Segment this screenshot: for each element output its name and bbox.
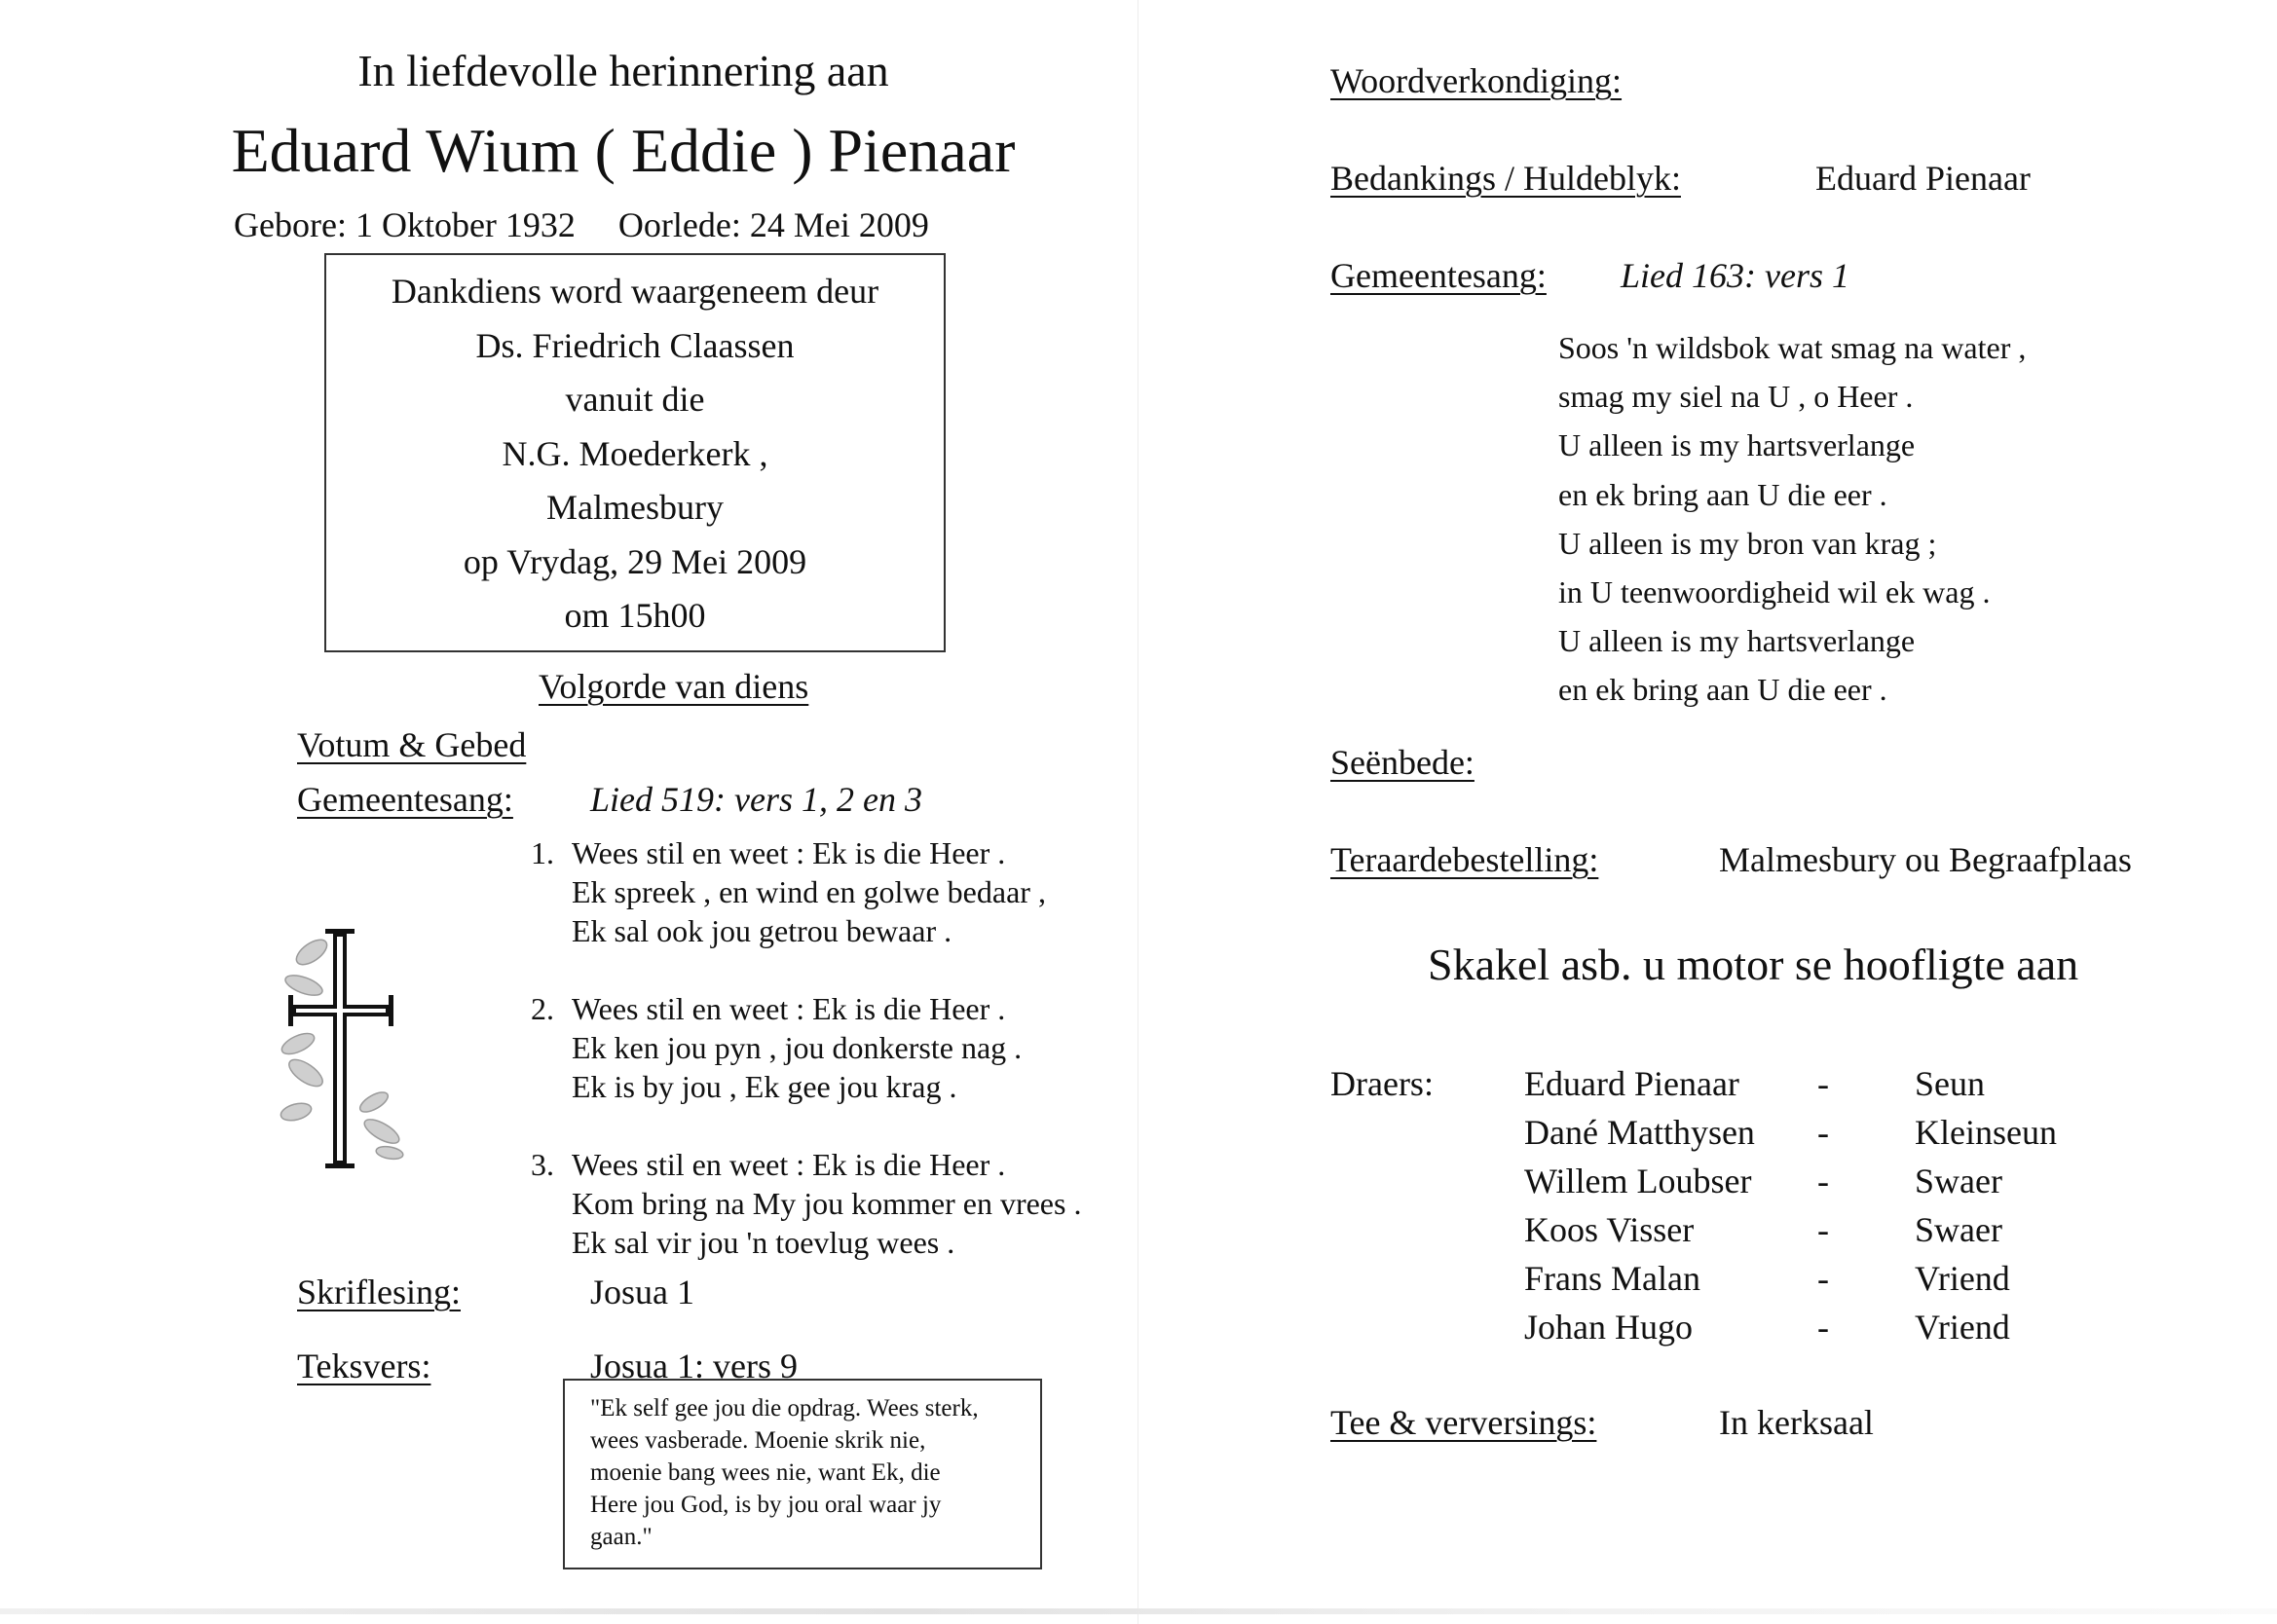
bearer-separator: - bbox=[1817, 1162, 1829, 1200]
bearer-separator: - bbox=[1817, 1064, 1829, 1103]
bearer-separator: - bbox=[1817, 1259, 1829, 1298]
text-verse-value: Josua 1: vers 9 bbox=[590, 1347, 798, 1385]
hymn-lines-right bbox=[1558, 323, 2026, 715]
service-info-line: om 15h00 bbox=[564, 596, 706, 635]
died-label: Oorlede: bbox=[617, 205, 741, 244]
quote-line: "Ek self gee jou die opdrag. Wees sterk, bbox=[590, 1395, 979, 1421]
quote-line: gaan." bbox=[590, 1524, 653, 1550]
bearer-relation: Vriend bbox=[1915, 1308, 2010, 1347]
service-info-line: N.G. Moederkerk , bbox=[502, 433, 768, 473]
service-info-lines bbox=[326, 265, 944, 644]
service-info-line: Ds. Friedrich Claassen bbox=[475, 325, 795, 365]
hymn-verse bbox=[531, 833, 1046, 950]
bearer-separator: - bbox=[1817, 1308, 1829, 1347]
hymn-ref-left: Lied 519: vers 1, 2 en 3 bbox=[590, 780, 922, 819]
hymn-verse bbox=[531, 989, 1022, 1106]
bearer-relation: Seun bbox=[1915, 1064, 1985, 1103]
hymn-line: in U teenwoordigheid wil ek wag . bbox=[1558, 574, 1991, 610]
verse-text bbox=[572, 1145, 1081, 1262]
verse-line: Ek ken jou pyn , jou donkerste nag . bbox=[572, 1030, 1023, 1065]
reading-label: Skriflesing: bbox=[297, 1273, 461, 1311]
burial-value: Malmesbury ou Begraafplaas bbox=[1719, 840, 2132, 879]
blessing-label: Seënbede: bbox=[1330, 743, 1474, 782]
quote-line: moenie bang wees nie, want Ek, die bbox=[590, 1459, 941, 1486]
verse-line: Kom bring na My jou kommer en vrees . bbox=[572, 1186, 1082, 1221]
thanks-value: Eduard Pienaar bbox=[1815, 159, 2031, 198]
quote-line: Here jou God, is by jou oral waar jy bbox=[590, 1492, 942, 1518]
scripture-quote-box bbox=[563, 1379, 1042, 1569]
bearer-separator: - bbox=[1817, 1113, 1829, 1152]
hymn-line: U alleen is my bron van krag ; bbox=[1558, 525, 1937, 561]
verse-line: Ek sal vir jou 'n toevlug wees . bbox=[572, 1225, 955, 1260]
reading-value: Josua 1 bbox=[590, 1273, 694, 1311]
died-date: 24 Mei 2009 bbox=[749, 205, 929, 244]
hymn-line: en ek bring aan U die eer . bbox=[1558, 476, 1887, 512]
verse-line: Ek is by jou , Ek gee jou krag . bbox=[572, 1069, 957, 1104]
bearer-name: Dané Matthysen bbox=[1524, 1113, 1755, 1152]
hymn-verse bbox=[531, 1145, 1081, 1262]
verse-line: Wees stil en weet : Ek is die Heer . bbox=[572, 835, 1006, 870]
service-info-line: vanuit die bbox=[565, 380, 705, 419]
verse-number: 2. bbox=[531, 991, 554, 1026]
tea-value: In kerksaal bbox=[1719, 1403, 1874, 1442]
bearer-name: Eduard Pienaar bbox=[1524, 1064, 1739, 1103]
hymn-line: Soos 'n wildsbok wat smag na water , bbox=[1558, 330, 2027, 365]
sermon-label: Woordverkondiging: bbox=[1330, 61, 1623, 100]
born-label: Gebore: bbox=[234, 205, 347, 244]
scripture-quote-lines bbox=[590, 1392, 979, 1553]
verse-line: Wees stil en weet : Ek is die Heer . bbox=[572, 1147, 1006, 1182]
verse-line: Ek spreek , en wind en golwe bedaar , bbox=[572, 874, 1046, 909]
bearer-separator: - bbox=[1817, 1210, 1829, 1249]
headlights-notice: Skakel asb. u motor se hoofligte aan bbox=[1428, 940, 2079, 989]
verse-number: 3. bbox=[531, 1147, 554, 1182]
hymn-label-right: Gemeentesang: bbox=[1330, 256, 1547, 295]
born-date: 1 Oktober 1932 bbox=[355, 205, 576, 244]
hymn-line: U alleen is my hartsverlange bbox=[1558, 427, 1916, 463]
bearers-label: Draers: bbox=[1330, 1064, 1434, 1103]
cross-lily-icon bbox=[275, 927, 411, 1170]
verse-text bbox=[572, 989, 1022, 1106]
thanks-label: Bedankings / Huldeblyk: bbox=[1330, 159, 1681, 198]
order-of-service-heading: Volgorde van diens bbox=[539, 667, 809, 706]
votum-label: Votum & Gebed bbox=[297, 725, 527, 764]
bearer-name: Willem Loubser bbox=[1524, 1162, 1752, 1200]
hymn-line: U alleen is my hartsverlange bbox=[1558, 623, 1916, 659]
scan-edge bbox=[0, 1608, 2277, 1614]
verse-line: Ek sal ook jou getrou bewaar . bbox=[572, 913, 952, 948]
text-verse-label: Teksvers: bbox=[297, 1347, 431, 1385]
bearer-name: Koos Visser bbox=[1524, 1210, 1695, 1249]
service-info-box bbox=[324, 253, 946, 652]
bearer-relation: Swaer bbox=[1915, 1162, 2002, 1200]
deceased-name: Eduard Wium ( Eddie ) Pienaar bbox=[231, 116, 1016, 185]
dates-line bbox=[234, 204, 929, 245]
memorial-intro: In liefdevolle herinnering aan bbox=[357, 46, 889, 95]
service-info-line: op Vrydag, 29 Mei 2009 bbox=[463, 541, 807, 581]
tea-label: Tee & verversings: bbox=[1330, 1403, 1597, 1442]
hymn-line: en ek bring aan U die eer . bbox=[1558, 672, 1887, 708]
service-info-line: Dankdiens word waargeneem deur bbox=[391, 272, 879, 311]
quote-line: wees vasberade. Moenie skrik nie, bbox=[590, 1427, 926, 1454]
burial-label: Teraardebestelling: bbox=[1330, 840, 1599, 879]
hymn-ref-right: Lied 163: vers 1 bbox=[1621, 256, 1849, 295]
bearer-name: Johan Hugo bbox=[1524, 1308, 1693, 1347]
service-info-line: Malmesbury bbox=[546, 488, 724, 527]
verse-number: 1. bbox=[531, 835, 554, 870]
verse-line: Wees stil en weet : Ek is die Heer . bbox=[572, 991, 1006, 1026]
bearer-relation: Swaer bbox=[1915, 1210, 2002, 1249]
hymn-line: smag my siel na U , o Heer . bbox=[1558, 379, 1914, 415]
verse-text bbox=[572, 833, 1046, 950]
bearer-relation: Kleinseun bbox=[1915, 1113, 2057, 1152]
bearer-name: Frans Malan bbox=[1524, 1259, 1700, 1298]
hymn-label-left: Gemeentesang: bbox=[297, 780, 513, 819]
bearer-relation: Vriend bbox=[1915, 1259, 2010, 1298]
